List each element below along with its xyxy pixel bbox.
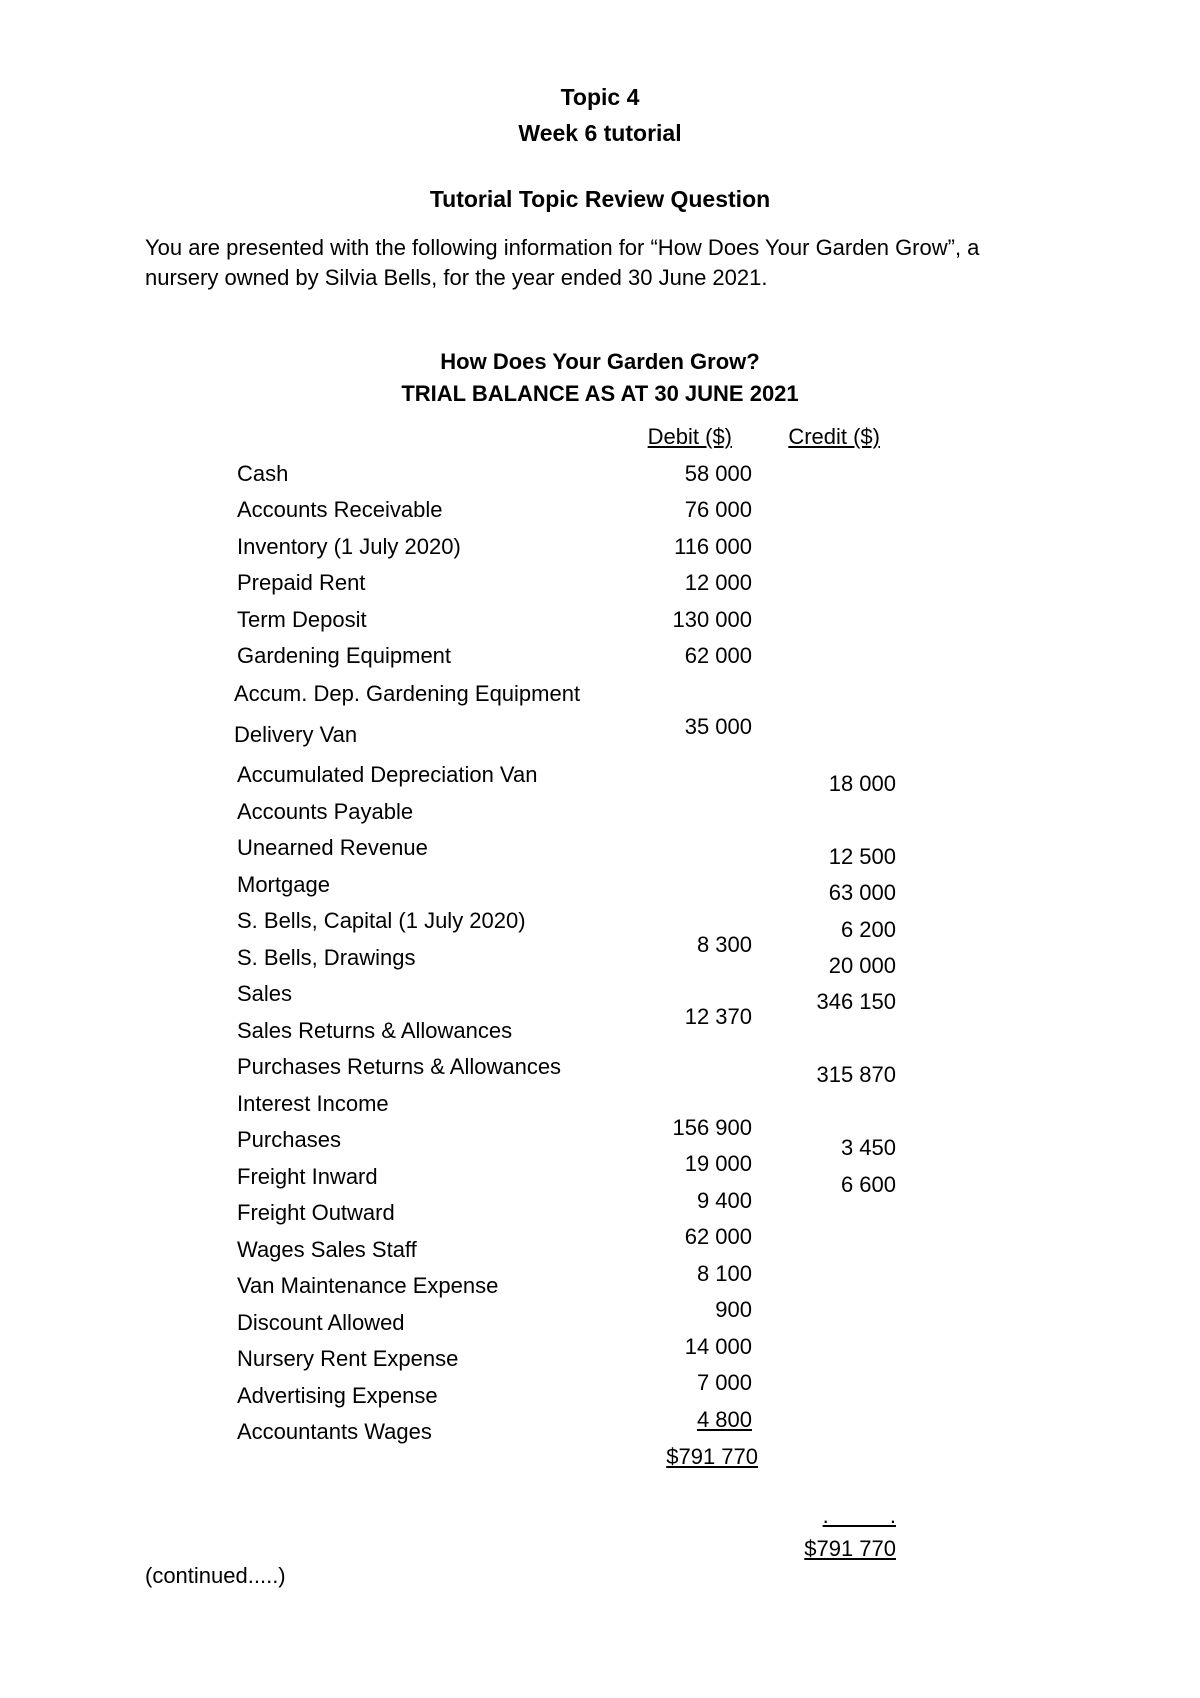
- intro-line-1: You are presented with the following information for “How Does Your Garden Grow”, a: [145, 235, 980, 260]
- account-label: Van Maintenance Expense: [237, 1273, 499, 1298]
- debit-value: 76 000: [684, 497, 752, 522]
- credit-value: 6 600: [840, 1172, 896, 1197]
- debit-value: 12 000: [684, 570, 752, 595]
- debit-value: 8 300: [696, 932, 752, 957]
- account-label: Nursery Rent Expense: [237, 1346, 459, 1371]
- section-title: Tutorial Topic Review Question: [429, 186, 771, 212]
- account-label: S. Bells, Drawings: [237, 945, 416, 970]
- debit-value: 12 370: [684, 1004, 752, 1029]
- account-label: Freight Outward: [237, 1200, 395, 1225]
- account-label: Discount Allowed: [237, 1310, 405, 1335]
- account-label: Accounts Payable: [237, 799, 414, 824]
- debit-value: 62 000: [684, 643, 752, 668]
- account-label: Term Deposit: [237, 607, 367, 632]
- debit-value: 116 000: [674, 534, 752, 559]
- debit-value: 8 100: [696, 1261, 752, 1286]
- account-label: Inventory (1 July 2020): [237, 534, 461, 559]
- account-label: Purchases: [237, 1127, 341, 1152]
- account-label: Sales Returns & Allowances: [237, 1018, 513, 1043]
- account-label: Accountants Wages: [237, 1419, 432, 1444]
- debit-value: 130 000: [672, 607, 752, 632]
- account-label: Accumulated Depreciation Van: [237, 762, 538, 787]
- debit-value: 35 000: [684, 714, 752, 739]
- debit-column-header: Debit ($): [647, 424, 732, 449]
- account-label: Cash: [237, 461, 289, 486]
- continued-note: (continued.....): [145, 1563, 286, 1588]
- account-label: Freight Inward: [237, 1164, 378, 1189]
- credit-value: 346 150: [816, 989, 896, 1014]
- credit-value: 18 000: [828, 771, 896, 796]
- account-label: Purchases Returns & Allowances: [237, 1054, 562, 1079]
- credit-dots: . .: [822, 1503, 896, 1528]
- account-label: Wages Sales Staff: [237, 1237, 417, 1262]
- debit-value: 4 800: [696, 1407, 752, 1432]
- debit-value: 14 000: [684, 1334, 752, 1359]
- debit-value: 9 400: [696, 1188, 752, 1213]
- credit-column-header: Credit ($): [788, 424, 880, 449]
- account-label: S. Bells, Capital (1 July 2020): [237, 908, 526, 933]
- account-label: Unearned Revenue: [237, 835, 428, 860]
- debit-value: 58 000: [684, 461, 752, 486]
- debit-value: 62 000: [684, 1224, 752, 1249]
- credit-value: 20 000: [828, 953, 896, 978]
- account-label: Advertising Expense: [237, 1383, 438, 1408]
- credit-value: 63 000: [828, 880, 896, 905]
- credit-value: 3 450: [840, 1135, 896, 1160]
- account-label: Interest Income: [237, 1091, 389, 1116]
- account-label: Sales: [237, 981, 293, 1006]
- company-name: How Does Your Garden Grow?: [440, 349, 760, 374]
- topic-heading: Topic 4: [560, 84, 640, 110]
- debit-value: 7 000: [696, 1370, 752, 1395]
- credit-total: $791 770: [804, 1536, 896, 1561]
- debit-total: $791 770: [666, 1444, 758, 1469]
- account-label: Prepaid Rent: [237, 570, 366, 595]
- account-label: Delivery Van: [234, 722, 358, 747]
- credit-value: 6 200: [840, 917, 896, 942]
- intro-line-2: nursery owned by Silvia Bells, for the year ended 30 June 2021.: [145, 265, 768, 290]
- credit-value: 315 870: [816, 1062, 896, 1087]
- account-label: Accounts Receivable: [237, 497, 443, 522]
- week-heading: Week 6 tutorial: [518, 120, 682, 146]
- account-label: Accum. Dep. Gardening Equipment: [234, 681, 581, 706]
- debit-value: 156 900: [672, 1115, 752, 1140]
- trial-balance-title: TRIAL BALANCE AS AT 30 JUNE 2021: [401, 381, 799, 406]
- account-label: Mortgage: [237, 872, 330, 897]
- credit-value: 12 500: [828, 844, 896, 869]
- account-label: Gardening Equipment: [237, 643, 452, 668]
- debit-value: 900: [715, 1297, 752, 1322]
- debit-value: 19 000: [684, 1151, 752, 1176]
